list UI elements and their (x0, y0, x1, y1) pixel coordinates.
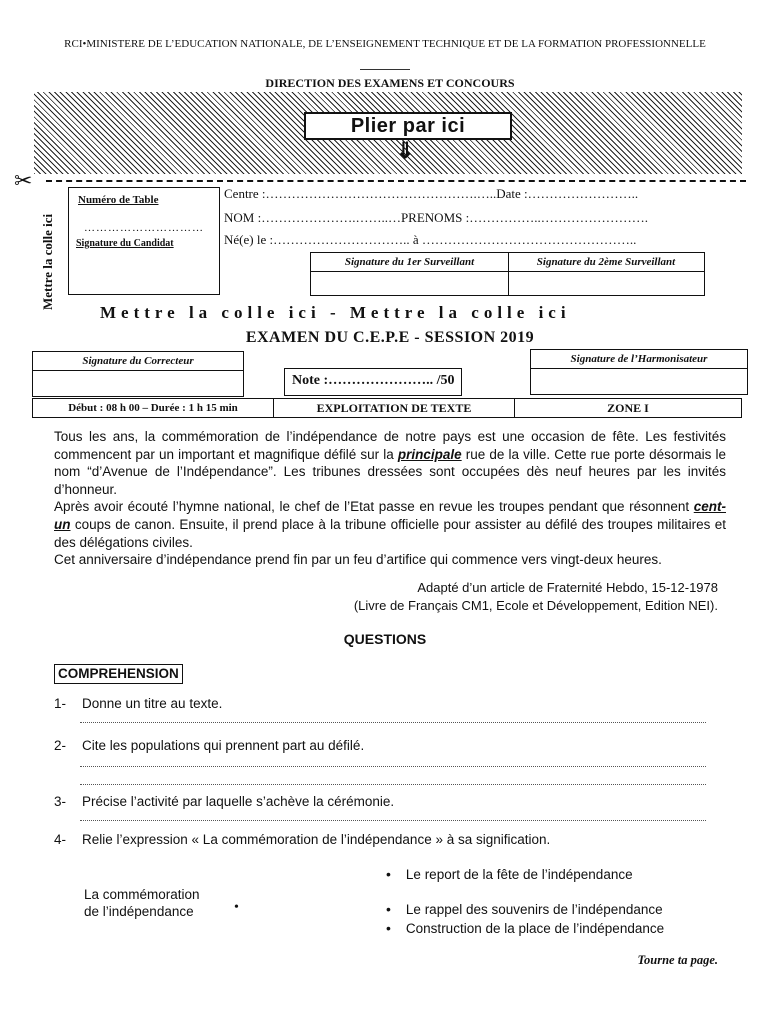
table-number-label: Numéro de Table (78, 194, 159, 206)
exam-info-row (32, 398, 742, 418)
subject-cell: EXPLOITATION DE TEXTE (274, 399, 515, 417)
question-3: 3- Précise l’activité par laquelle s’achève la cérémonie. (54, 794, 395, 809)
emphasized-word-cent-un: cent-un (54, 499, 726, 532)
second-supervisor-signature-box[interactable] (508, 252, 705, 296)
table-number-field[interactable]: ………………………… (84, 222, 204, 234)
matching-left-term: La commémoration de l’indépendance (84, 887, 200, 919)
second-supervisor-label: Signature du 2ème Surveillant (508, 253, 704, 272)
birth-field[interactable]: Né(e) le :………………………….. à ………………………………………….. (224, 232, 637, 247)
score-label: Note :………………….. /50 (292, 373, 455, 388)
emphasized-word-principale: principale (397, 446, 462, 462)
matching-option-1[interactable]: • Le report de la fête de l’indépendance (386, 866, 633, 882)
answer-line-2a[interactable] (80, 766, 706, 767)
vertical-glue-label: Mettre la colle ici (40, 213, 55, 310)
passage-paragraph-1: Tous les ans, la commémoration de l’indépendance de notre pays est une occasion de fête. Les festivités commencent par un important et magnifique défilé sur la principale rue de la ville. Cette rue porte désormais le nom “d’Avenue de l’Indépendance”. Les tribunes dressées sont occupées dès neuf heures par les invités d’honneur. (54, 429, 726, 497)
harmonizer-signature-box[interactable] (530, 349, 748, 395)
answer-line-1[interactable] (80, 722, 706, 723)
question-4: 4- Relie l’expression « La commémoration de l’indépendance » à sa signification. (54, 832, 551, 847)
first-supervisor-signature-box[interactable] (310, 252, 509, 296)
harmonizer-label: Signature de l’Harmonisateur (531, 350, 747, 369)
fold-here-label: Plier par ici (304, 112, 512, 140)
zone-cell: ZONE I (607, 401, 649, 415)
turn-page-note: Tourne ta page. (637, 953, 718, 967)
down-arrow-icon: ⇓ (396, 138, 415, 163)
cut-dashed-line (46, 180, 746, 182)
first-supervisor-label: Signature du 1er Surveillant (311, 253, 508, 272)
corrector-label: Signature du Correcteur (33, 352, 243, 371)
passage-paragraph-3: Cet anniversaire d’indépendance prend fin par un feu d’artifice qui commence vers vingt-deux heures. (54, 552, 662, 568)
question-2: 2- Cite les populations qui prennent part au défilé. (54, 738, 365, 753)
corrector-signature-box[interactable] (32, 351, 244, 397)
comprehension-section-label: COMPREHENSION (54, 664, 183, 684)
passage-paragraph-2: Après avoir écouté l’hymne national, le chef de l’Etat passe en revue les troupes pendant que résonnent cent-un coups de canon. Ensuite, il prend place à la tribune officielle pour assister au défilé des troupes militaires et des délégations civiles. (54, 499, 726, 550)
reading-passage (54, 428, 726, 569)
direction-title: DIRECTION DES EXAMENS ET CONCOURS (265, 76, 515, 90)
centre-date-field[interactable]: Centre :………………………………………….…..Date :…………………….. (224, 186, 639, 201)
scissors-icon: ✂ (14, 168, 33, 193)
answer-line-3[interactable] (80, 820, 706, 821)
matching-left-dot[interactable]: • (234, 900, 239, 915)
source-book: (Livre de Français CM1, Ecole et Développement, Edition NEI). (353, 598, 718, 613)
question-1: 1- Donne un titre au texte. (54, 696, 223, 711)
candidate-signature-label: Signature du Candidat (76, 238, 174, 249)
name-field[interactable]: NOM :………………….……..…PRENOMS :……………..……………………. (224, 210, 648, 225)
time-duration-cell: Début : 08 h 00 – Durée : 1 h 15 min (33, 399, 274, 417)
header-separator (360, 69, 410, 70)
ministry-header: RCI•MINISTERE DE L’EDUCATION NATIONALE, DE L’ENSEIGNEMENT TECHNIQUE ET DE LA FORMATION PROFESSIONNELLE (64, 38, 706, 50)
matching-option-2[interactable]: • Le rappel des souvenirs de l’indépendance (386, 901, 663, 917)
questions-title: QUESTIONS (343, 631, 427, 647)
answer-line-2b[interactable] (80, 784, 706, 785)
source-citation: Adapté d’un article de Fraternité Hebdo, 15-12-1978 (417, 580, 718, 595)
glue-here-banner: Mettre la colle ici - Mettre la colle ici (100, 303, 571, 322)
matching-option-3[interactable]: • Construction de la place de l’indépendance (386, 920, 665, 936)
exam-title: EXAMEN DU C.E.P.E - SESSION 2019 (245, 329, 535, 346)
